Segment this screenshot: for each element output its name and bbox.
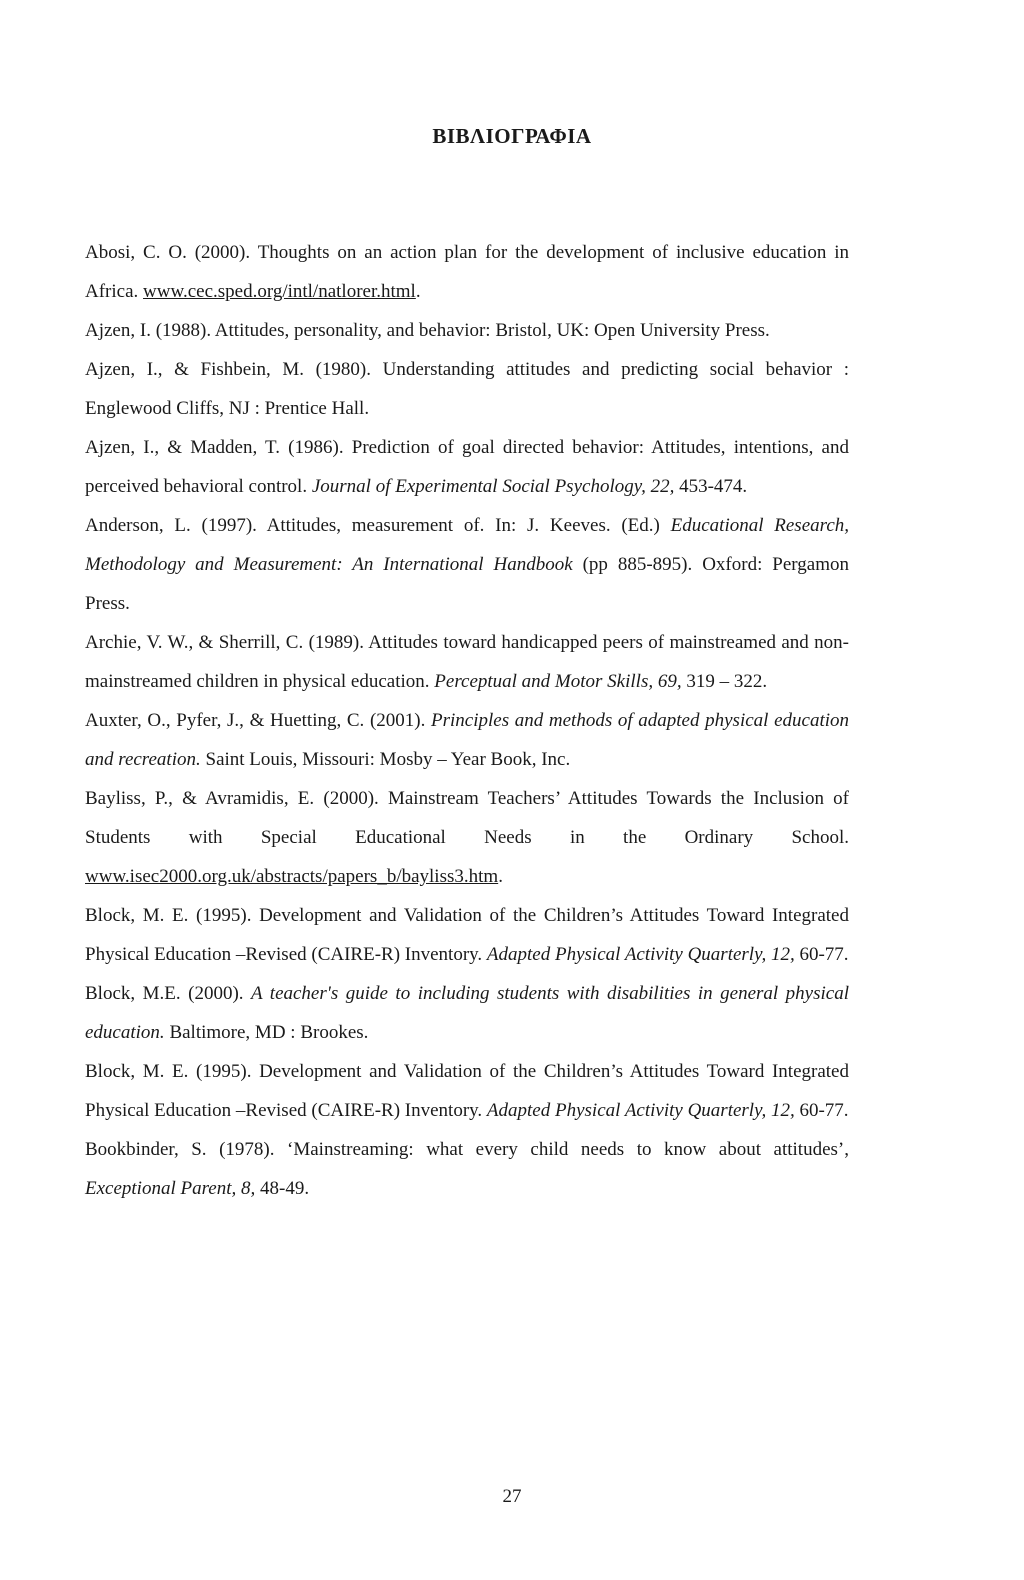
reference-text: Archie, V. W., & Sherrill, C. (1989). Attitudes toward handicapped peers of mainstreamed and non-mainstreamed children in physical education. xyxy=(85,632,849,692)
reference-text: Block, M. E. (1995). Development and Validation of the Children’s Attitudes Toward Integrated Physical Education –Revised (CAIRE-R) Inventory. xyxy=(85,1061,849,1121)
reference-text: Baltimore, MD : Brookes. xyxy=(164,1022,369,1043)
reference-link[interactable]: www.cec.sped.org/intl/natlorer.html xyxy=(143,281,416,302)
reference-entry xyxy=(85,233,849,311)
reference-text: Anderson, L. (1997). Attitudes, measurement of. In: J. Keeves. (Ed.) xyxy=(85,515,671,536)
reference-entry xyxy=(85,1052,849,1130)
reference-list xyxy=(85,233,849,1208)
reference-entry xyxy=(85,896,849,974)
reference-source: Perceptual and Motor Skills, 69, xyxy=(434,671,682,692)
reference-source: Educational Research, Methodology and Measurement: An International Handbook xyxy=(85,515,849,575)
reference-entry xyxy=(85,779,849,896)
reference-text: Abosi, C. O. (2000). Thoughts on an action plan for the development of inclusive education in Africa. xyxy=(85,242,849,302)
page-title: ΒΙΒΛΙΟΓΡΑΦΙΑ xyxy=(432,124,592,148)
reference-source: A teacher's guide to including students with disabilities in general physical education. xyxy=(85,983,849,1043)
reference-entry xyxy=(85,506,849,623)
reference-text: (pp 885-895). Oxford: Pergamon Press. xyxy=(85,554,849,614)
reference-text: Auxter, O., Pyfer, J., & Huetting, C. (2001). xyxy=(85,710,431,731)
reference-entry xyxy=(85,623,849,701)
reference-source: Exceptional Parent, 8, xyxy=(85,1178,256,1199)
reference-text: Ajzen, I., & Madden, T. (1986). Prediction of goal directed behavior: Attitudes, intentions, and perceived behavioral control. xyxy=(85,437,849,497)
page-number: 27 xyxy=(502,1486,522,1507)
reference-entry xyxy=(85,350,849,428)
reference-text: Bayliss, P., & Avramidis, E. (2000). Mainstream Teachers’ Attitudes Towards the Inclusion of Students with Special Educational Needs in the Ordinary School. xyxy=(85,788,849,848)
reference-entry xyxy=(85,1130,849,1208)
reference-text: Ajzen, I. (1988). Attitudes, personality, and behavior: Bristol, UK: Open University Press. xyxy=(85,320,770,341)
reference-text: Saint Louis, Missouri: Mosby – Year Book, Inc. xyxy=(200,749,571,770)
reference-entry xyxy=(85,974,849,1052)
reference-text: 60-77. xyxy=(794,944,849,965)
reference-text: . xyxy=(415,281,421,302)
reference-source: Principles and methods of adapted physical education and recreation. xyxy=(85,710,850,770)
reference-entry xyxy=(85,701,849,779)
reference-text: Block, M.E. (2000). xyxy=(85,983,252,1004)
reference-source: Adapted Physical Activity Quarterly, 12, xyxy=(486,1100,795,1121)
reference-text: 48-49. xyxy=(255,1178,310,1199)
reference-text: Block, M. E. (1995). Development and Validation of the Children’s Attitudes Toward Integrated Physical Education –Revised (CAIRE-R) Inventory. xyxy=(85,905,849,965)
reference-text: . xyxy=(498,866,503,887)
reference-entry xyxy=(85,428,849,506)
reference-entry xyxy=(85,311,849,350)
reference-text: Ajzen, I., & Fishbein, M. (1980). Understanding attitudes and predicting social behavior : Englewood Cliffs, NJ : Prentice Hall. xyxy=(85,359,849,419)
reference-text: 60-77. xyxy=(794,1100,849,1121)
reference-link[interactable]: www.isec2000.org.uk/abstracts/papers_b/bayliss3.htm xyxy=(85,866,499,887)
reference-source: Adapted Physical Activity Quarterly, 12, xyxy=(486,944,795,965)
reference-text: 319 – 322. xyxy=(681,671,768,692)
reference-text: Bookbinder, S. (1978). ‘Mainstreaming: what every child needs to know about attitudes’, xyxy=(85,1139,849,1160)
reference-text: 453-474. xyxy=(674,476,748,497)
reference-source: Journal of Experimental Social Psychology, 22, xyxy=(311,476,675,497)
